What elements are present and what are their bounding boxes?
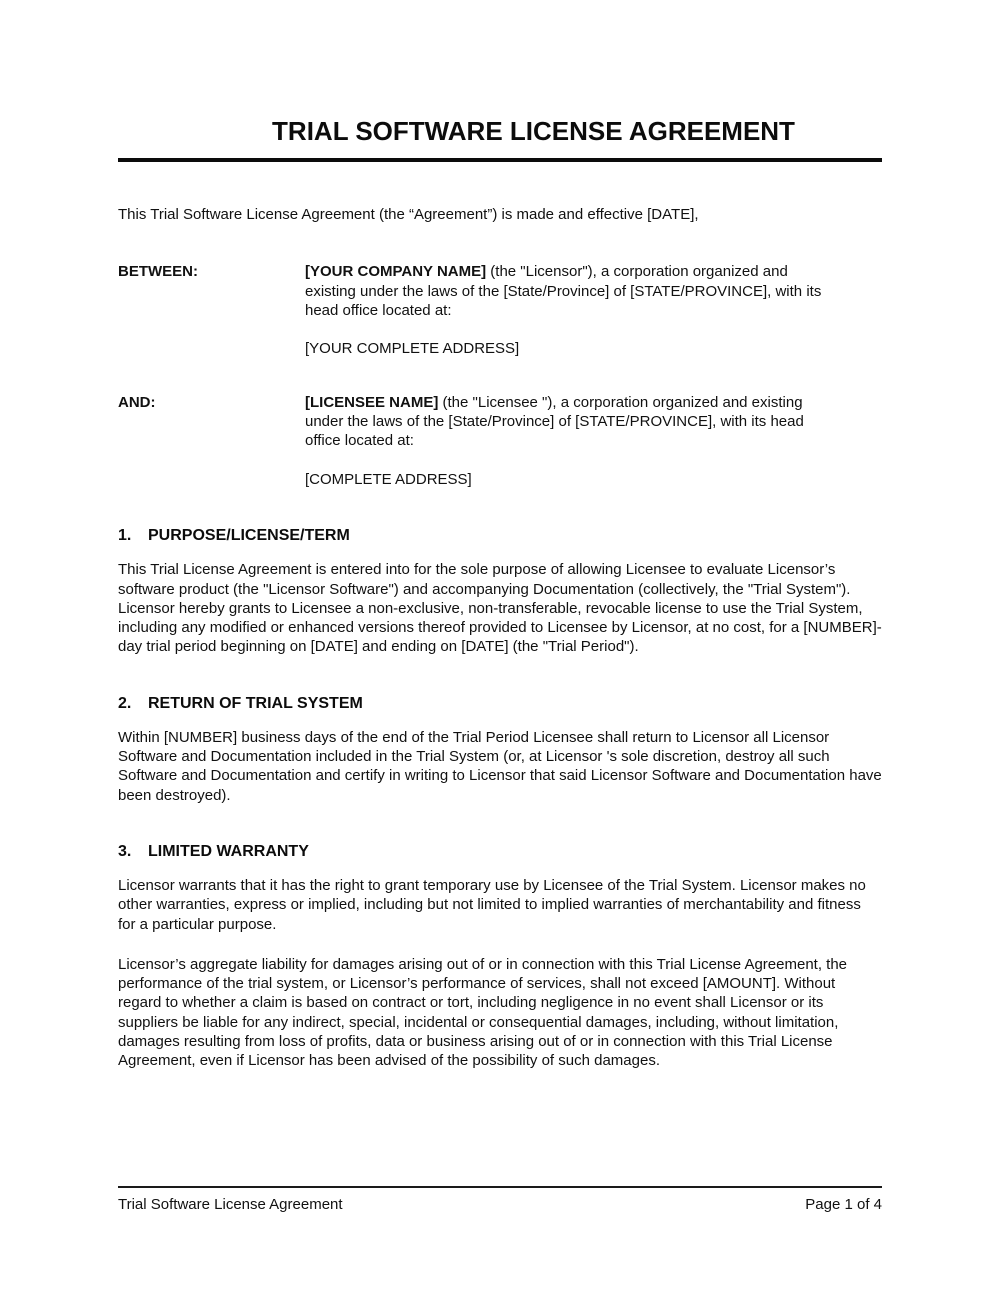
party-description-text: (the "Licensor"), a corporation organized and existing under the laws of the [State/Province] of [STATE/PROVINCE], with its head office located at:	[305, 263, 822, 319]
party-label-between: BETWEEN:	[118, 263, 198, 281]
section-2-heading-text: RETURN OF TRIAL SYSTEM	[148, 694, 363, 712]
section-2-paragraph: Within [NUMBER] business days of the end of the Trial Period Licensee shall return to Licensor all Licensor Software and Documentation included in the Trial System (or, at Licensor 's sole discretion, destroy all such Software and Documentation and certify in writing to Licensor that said Licensor Software and Documentation have been destroyed).	[118, 728, 882, 804]
party-name-licensee: [LICENSEE NAME]	[305, 393, 439, 411]
section-3-paragraph-2: Licensor’s aggregate liability for damages arising out of or in connection with this Trial License Agreement, the performance of the trial system, or Licensor’s performance of services, shall not exceed [AMOUNT]. Without regard to whether a claim is based on contract or tort, including negligence in no event shall Licensor or its suppliers be liable for any indirect, special, incidental or consequential damages, including, without limitation, damages resulting from loss of profits, data or business arising out of or in connection with this Trial License Agreement, even if Licensor has been advised of the possibility of such damages.	[118, 955, 848, 1070]
party-address-licensee: [COMPLETE ADDRESS]	[305, 470, 472, 488]
party-block-and	[118, 393, 882, 489]
party-content-and	[305, 393, 835, 489]
party-block-between	[118, 262, 882, 358]
intro-paragraph: This Trial Software License Agreement (the “Agreement”) is made and effective [DATE],	[118, 206, 699, 223]
section-1-heading-text: PURPOSE/LICENSE/TERM	[148, 527, 350, 545]
footer-row	[118, 1195, 882, 1214]
section-1-number: 1.	[118, 527, 132, 545]
section-3-heading-text: LIMITED WARRANTY	[148, 842, 309, 860]
party-label-and: AND:	[118, 393, 156, 411]
section-purpose-license-term	[118, 526, 882, 656]
section-return-of-trial-system	[118, 694, 882, 805]
party-description-text: (the "Licensee "), a corporation organized and existing under the laws of the [State/Province] of [STATE/PROVINCE], with its head office located at:	[305, 393, 804, 450]
footer-page-number: Page 1 of 4	[805, 1196, 882, 1213]
party-name-licensor: [YOUR COMPANY NAME]	[305, 263, 487, 281]
party-content-between	[305, 262, 835, 358]
section-2-heading	[118, 694, 882, 714]
page-title: TRIAL SOFTWARE LICENSE AGREEMENT	[272, 116, 795, 146]
section-2-number: 2.	[118, 694, 132, 712]
page-footer	[118, 1186, 882, 1214]
section-3-heading	[118, 842, 882, 862]
footer-document-title: Trial Software License Agreement	[118, 1196, 343, 1213]
section-3-number: 3.	[118, 842, 132, 860]
party-description	[305, 393, 835, 451]
section-1-heading	[118, 526, 882, 546]
footer-divider	[118, 1186, 882, 1188]
party-address-licensor: [YOUR COMPLETE ADDRESS]	[305, 340, 520, 358]
title-divider	[118, 158, 882, 162]
section-limited-warranty	[118, 842, 882, 1071]
section-3-paragraph-1: Licensor warrants that it has the right to grant temporary use by Licensee of the Trial System. Licensor makes no other warranties, express or implied, including but not limited to implied warranties of merchantability and fitness for a particular purpose.	[118, 876, 866, 933]
party-description	[305, 262, 835, 320]
section-1-paragraph: This Trial License Agreement is entered into for the sole purpose of allowing Licensee to evaluate Licensor’s software product (the "Licensor Software") and accompanying Documentation (collectively, the "Trial System"). Licensor hereby grants to Licensee a non-exclusive, non-transferable, revocable license to use the Trial System, including any modified or enhanced versions thereof provided to Licensee by Licensor, at no cost, for a [NUMBER]-day trial period beginning on [DATE] and ending on [DATE] (the "Trial Period").	[118, 561, 882, 656]
